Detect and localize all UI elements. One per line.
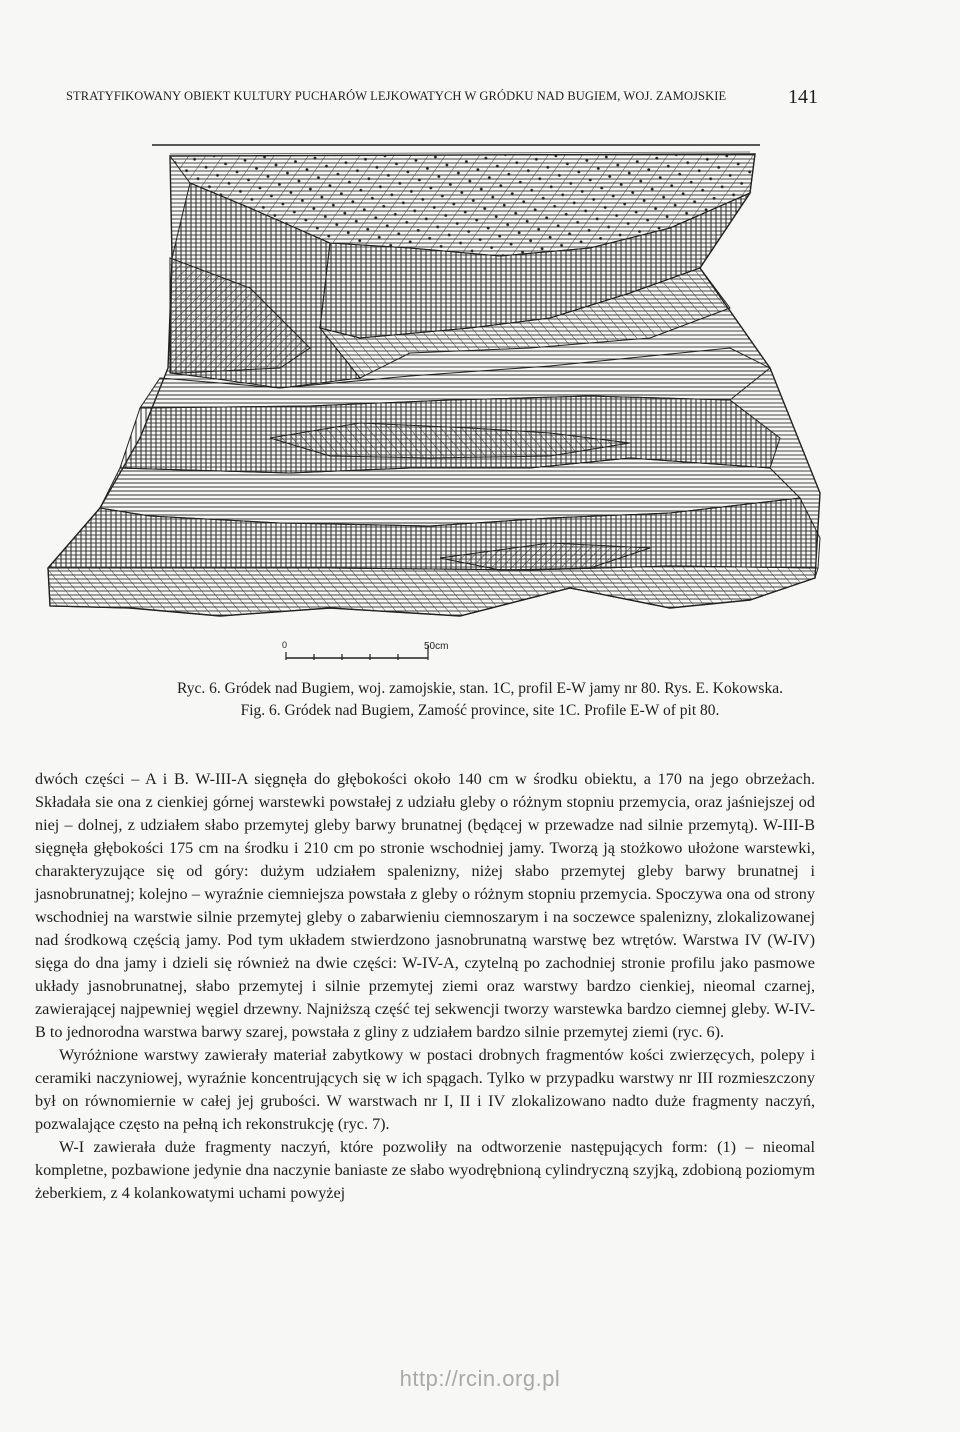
- running-head: STRATYFIKOWANY OBIEKT KULTURY PUCHARÓW LEJKOWATYCH W GRÓDKU NAD BUGIEM, WOJ. ZAMOJSKIE: [66, 89, 727, 103]
- body-text: [35, 768, 815, 1205]
- layer-bottom-diagonal: [48, 566, 818, 616]
- paragraph-2: Wyróżnione warstwy zawierały materiał zabytkowy w postaci drobnych fragmentów kości zwierzęcych, polepy i ceramiki naczyniowej, wyraźnie koncentrujących się w ich spągach. Tylko w przypadku warstwy nr III rozmieszczony był on równomiernie w całej jej grubości. W warstwach nr I, II i IV zlokalizowano nadto duże fragmenty naczyń, pozwalające często na pełną ich rekonstrukcję (ryc. 7).: [35, 1046, 815, 1133]
- scale-end-label: 50cm: [424, 641, 449, 652]
- ground-surface-line: [152, 145, 760, 154]
- paragraph-1: dwóch części – A i B. W-III-A sięgnęła do głębokości około 140 cm w środku obiektu, a 170 na jego obrzeżach. Składała sie ona z cienkiej górnej warstewki powstałej z udziału gleby o różnym stopniu przemycia, oraz jaśniejszej od niej – dolnej, z udziałem słabo przemytej gleby barwy brunatnej (będącej w przewadze nad silnie przemytą). W-III-B sięgnęła głębokości 175 cm na środku i 210 cm po stronie wschodniej jamy. Tworzą ją stożkowo ułożone warstewki, charakteryzujące się od góry: dużym udziałem spalenizny, niżej słabo przemytej gleby barwy brunatnej i jasnobrunatnej; kolejno – wyraźnie ciemniejsza powstała z gleby o różnym stopniu przemycia. Spoczywa ona od strony wschodniej na warstwie silnie przemytej gleby o zabarwieniu ciemnoszarym i na soczewce spalenizny, zlokalizowanej nad środkową częścią jamy. Pod tym układem stwierdzono jasnobrunatną warstwę bez wtrętów. Warstwa IV (W-IV) sięga do dna jamy i dzieli się również na dwie części: W-IV-A, czytelną po zachodniej stronie profilu jako pasmowe układy jasnobrunatnej, słabo przemytej i silnie przemytej ziemi oraz warstwy bardzo cienkiej, nieomal czarnej, zawierającej najpewniej węgiel drzewny. Najniższą część tej sekwencji tworzy warstewka bardzo ciemnej gleby. W-IV-B to jednorodna warstwa barwy szarej, powstała z gliny z udziałem bardzo silnie przemytej ziemi (ryc. 6).: [35, 770, 815, 1041]
- figure-caption-en: Fig. 6. Gródek nad Bugiem, Zamość province, site 1C. Profile E-W of pit 80.: [240, 702, 720, 719]
- scale-start-label: 0: [282, 640, 288, 650]
- watermark-url: http://rcin.org.pl: [399, 1366, 561, 1391]
- scale-bar: [278, 636, 478, 666]
- pit-profile-drawing: [30, 138, 830, 638]
- page-number: 141: [788, 86, 818, 108]
- figure-caption-pl: Ryc. 6. Gródek nad Bugiem, woj. zamojskie, stan. 1C, profil E-W jamy nr 80. Rys. E. Kokowska.: [177, 680, 783, 697]
- paragraph-3: W-I zawierała duże fragmenty naczyń, które pozwoliły na odtworzenie następujących form: (1) – nieomal kompletne, pozbawione jedynie dna naczynie baniaste ze słabo wyodrębnioną cylindryczną szyjką, zdobioną poziomym żeberkiem, z 4 kolankowatymi uchami powyżej: [35, 1138, 815, 1202]
